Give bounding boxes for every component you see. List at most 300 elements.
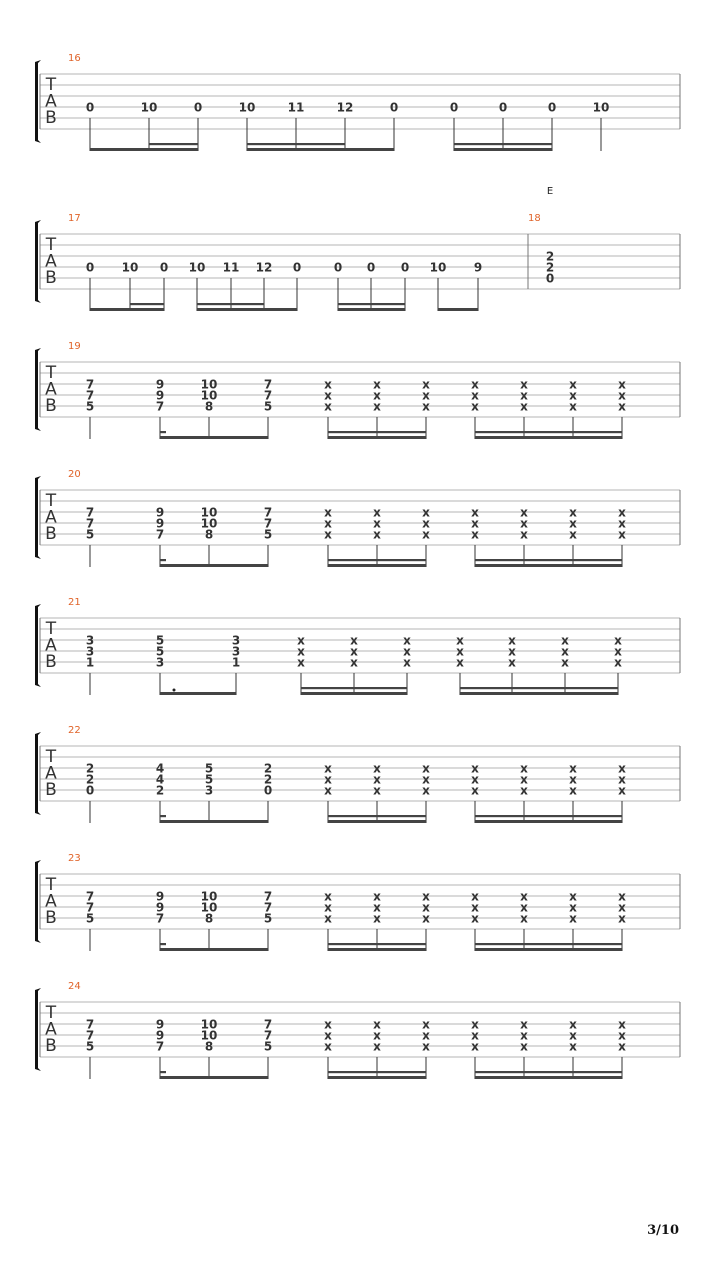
tab-clef-letter: T <box>45 235 57 255</box>
dead-note: x <box>456 633 464 648</box>
fret-number: 9 <box>155 388 165 403</box>
dead-note: x <box>569 911 577 926</box>
dead-note: x <box>471 505 479 520</box>
fret-number: 10 <box>200 900 218 915</box>
secondary-beam <box>475 559 622 561</box>
fret-number: 7 <box>85 388 95 403</box>
dead-note: x <box>373 1028 381 1043</box>
tab-system <box>35 186 680 311</box>
dead-note: x <box>618 399 626 414</box>
dead-note: x <box>618 377 626 392</box>
dead-note: x <box>471 388 479 403</box>
dead-note: x <box>520 1028 528 1043</box>
dead-note: x <box>324 399 332 414</box>
fret-number: 10 <box>200 1017 218 1032</box>
secondary-beam <box>301 687 407 689</box>
fret-number: 9 <box>155 900 165 915</box>
dead-note: x <box>520 772 528 787</box>
dead-note: x <box>569 516 577 531</box>
fret-number: 0 <box>263 783 273 798</box>
dead-note: x <box>614 655 622 670</box>
dead-note: x <box>569 772 577 787</box>
dead-note: x <box>373 516 381 531</box>
dead-note: x <box>569 783 577 798</box>
fret-number: 7 <box>263 1017 273 1032</box>
systems-layer <box>35 53 680 1079</box>
beam <box>328 436 426 439</box>
tab-clef-letter: B <box>45 268 57 288</box>
fret-number: 0 <box>449 100 459 115</box>
beam <box>460 692 618 695</box>
tab-system <box>35 981 680 1079</box>
beam <box>338 308 405 311</box>
dead-note: x <box>456 655 464 670</box>
tab-system <box>35 341 680 439</box>
secondary-beam <box>197 303 264 305</box>
measure-number: 22 <box>68 725 81 736</box>
dead-note: x <box>520 783 528 798</box>
dead-note: x <box>618 1028 626 1043</box>
fret-number: 2 <box>263 761 273 776</box>
chord-name: E <box>546 186 554 197</box>
dead-note: x <box>508 633 516 648</box>
dead-note: x <box>422 388 430 403</box>
dead-note: x <box>422 761 430 776</box>
measure-number: 18 <box>528 213 541 224</box>
tab-clef-letter: T <box>45 875 57 895</box>
dead-note: x <box>373 889 381 904</box>
dead-note: x <box>569 900 577 915</box>
dead-note: x <box>618 761 626 776</box>
beam <box>438 308 478 311</box>
dead-note: x <box>561 655 569 670</box>
fret-number: 9 <box>473 260 483 275</box>
fret-number: 1 <box>85 655 95 670</box>
fret-number: 0 <box>85 783 95 798</box>
dead-note: x <box>520 377 528 392</box>
dead-note: x <box>373 527 381 542</box>
dead-note: x <box>373 772 381 787</box>
fret-number: 7 <box>263 377 273 392</box>
beam <box>475 564 622 567</box>
fret-number: 0 <box>545 271 555 286</box>
dead-note: x <box>508 655 516 670</box>
fret-number: 5 <box>85 911 95 926</box>
fret-number: 0 <box>333 260 343 275</box>
tab-clef-letter: A <box>45 891 57 912</box>
dead-note: x <box>324 783 332 798</box>
fret-number: 11 <box>287 100 305 115</box>
fret-number: 5 <box>204 761 214 776</box>
fret-number: 7 <box>85 1017 95 1032</box>
dead-note: x <box>471 1028 479 1043</box>
dead-note: x <box>350 655 358 670</box>
dead-note: x <box>422 1028 430 1043</box>
measure-number: 21 <box>68 597 81 608</box>
dead-note: x <box>422 783 430 798</box>
tab-clef-letter: A <box>45 763 57 784</box>
dead-note: x <box>422 377 430 392</box>
fret-number: 7 <box>85 377 95 392</box>
fret-number: 7 <box>85 889 95 904</box>
tab-system <box>35 725 680 823</box>
tab-clef-letter: B <box>45 108 57 128</box>
tab-clef-letter: A <box>45 91 57 112</box>
dead-note: x <box>520 399 528 414</box>
fret-number: 9 <box>155 516 165 531</box>
fret-number: 5 <box>85 399 95 414</box>
beam <box>197 308 297 311</box>
dead-note: x <box>422 399 430 414</box>
dead-note: x <box>508 644 516 659</box>
beam <box>160 820 268 823</box>
beam <box>301 692 407 695</box>
dead-note: x <box>618 516 626 531</box>
dead-note: x <box>471 1039 479 1054</box>
fret-number: 8 <box>204 911 214 926</box>
beam <box>328 1076 426 1079</box>
dead-note: x <box>324 388 332 403</box>
dead-note: x <box>403 644 411 659</box>
fret-number: 4 <box>155 772 165 787</box>
fret-number: 10 <box>188 260 206 275</box>
beam <box>454 148 552 151</box>
fret-number: 2 <box>263 772 273 787</box>
measure-number: 20 <box>68 469 81 480</box>
dead-note: x <box>614 644 622 659</box>
fret-number: 3 <box>155 655 165 670</box>
dead-note: x <box>618 772 626 787</box>
dead-note: x <box>422 516 430 531</box>
dead-note: x <box>569 527 577 542</box>
measure-number: 16 <box>68 53 81 64</box>
dead-note: x <box>422 1039 430 1054</box>
fret-number: 3 <box>231 633 241 648</box>
fret-number: 10 <box>200 377 218 392</box>
dead-note: x <box>520 889 528 904</box>
beam <box>160 564 268 567</box>
measure-number: 24 <box>68 981 81 992</box>
beam <box>475 948 622 951</box>
dead-note: x <box>618 505 626 520</box>
dead-note: x <box>324 911 332 926</box>
dead-note: x <box>569 1039 577 1054</box>
secondary-beam <box>338 303 405 305</box>
dead-note: x <box>324 516 332 531</box>
secondary-beam <box>160 1071 166 1073</box>
tab-clef-letter: A <box>45 1019 57 1040</box>
fret-number: 5 <box>155 644 165 659</box>
dead-note: x <box>471 377 479 392</box>
secondary-beam <box>328 1071 426 1073</box>
tab-clef-letter: B <box>45 652 57 672</box>
secondary-beam <box>247 143 345 145</box>
secondary-beam <box>160 559 166 561</box>
tab-clef-letter: T <box>45 75 57 95</box>
secondary-beam <box>160 431 166 433</box>
fret-number: 7 <box>155 527 165 542</box>
secondary-beam <box>475 943 622 945</box>
dead-note: x <box>520 900 528 915</box>
fret-number: 10 <box>140 100 158 115</box>
dead-note: x <box>324 889 332 904</box>
secondary-beam <box>328 815 426 817</box>
dead-note: x <box>618 1039 626 1054</box>
measure-number: 19 <box>68 341 81 352</box>
fret-number: 5 <box>85 527 95 542</box>
tab-system <box>35 53 680 151</box>
fret-number: 11 <box>222 260 240 275</box>
dead-note: x <box>471 527 479 542</box>
tab-system <box>35 469 680 567</box>
fret-number: 0 <box>400 260 410 275</box>
dead-note: x <box>456 644 464 659</box>
dead-note: x <box>324 1028 332 1043</box>
dead-note: x <box>324 900 332 915</box>
tab-clef-letter: B <box>45 396 57 416</box>
tab-clef-letter: T <box>45 747 57 767</box>
fret-number: 5 <box>263 399 273 414</box>
beam <box>328 564 426 567</box>
fret-number: 7 <box>155 1039 165 1054</box>
page-number: 3/10 <box>647 1223 679 1238</box>
tab-clef-letter: T <box>45 363 57 383</box>
fret-number: 1 <box>231 655 241 670</box>
beam <box>475 1076 622 1079</box>
fret-number: 7 <box>85 516 95 531</box>
dead-note: x <box>422 772 430 787</box>
fret-number: 10 <box>121 260 139 275</box>
fret-number: 2 <box>155 783 165 798</box>
secondary-beam <box>130 303 164 305</box>
fret-number: 3 <box>231 644 241 659</box>
tab-system <box>35 597 680 695</box>
dead-note: x <box>422 1017 430 1032</box>
dead-note: x <box>471 516 479 531</box>
dead-note: x <box>324 1039 332 1054</box>
fret-number: 0 <box>85 260 95 275</box>
dead-note: x <box>324 761 332 776</box>
tab-clef-letter: T <box>45 619 57 639</box>
fret-number: 9 <box>155 1028 165 1043</box>
dead-note: x <box>569 399 577 414</box>
beam <box>247 148 394 151</box>
secondary-beam <box>454 143 552 145</box>
fret-number: 3 <box>85 644 95 659</box>
dead-note: x <box>297 655 305 670</box>
dead-note: x <box>520 761 528 776</box>
dead-note: x <box>471 911 479 926</box>
dead-note: x <box>373 911 381 926</box>
fret-number: 7 <box>263 505 273 520</box>
dead-note: x <box>618 527 626 542</box>
dead-note: x <box>569 1017 577 1032</box>
beam <box>328 948 426 951</box>
dead-note: x <box>561 644 569 659</box>
dead-note: x <box>422 505 430 520</box>
tab-clef-letter: B <box>45 1036 57 1056</box>
dead-note: x <box>520 505 528 520</box>
fret-number: 7 <box>155 911 165 926</box>
dead-note: x <box>618 783 626 798</box>
fret-number: 7 <box>263 1028 273 1043</box>
tab-system <box>35 853 680 951</box>
dead-note: x <box>569 388 577 403</box>
dead-note: x <box>373 399 381 414</box>
tab-clef-letter: A <box>45 251 57 272</box>
measure-number: 17 <box>68 213 81 224</box>
fret-number: 10 <box>200 388 218 403</box>
dead-note: x <box>350 644 358 659</box>
fret-number: 5 <box>155 633 165 648</box>
secondary-beam <box>160 943 166 945</box>
tab-clef-letter: B <box>45 524 57 544</box>
dead-note: x <box>422 911 430 926</box>
dead-note: x <box>373 783 381 798</box>
dead-note: x <box>324 505 332 520</box>
dead-note: x <box>422 889 430 904</box>
fret-number: 10 <box>592 100 610 115</box>
beam <box>475 820 622 823</box>
fret-number: 10 <box>238 100 256 115</box>
fret-number: 0 <box>366 260 376 275</box>
fret-number: 10 <box>200 1028 218 1043</box>
fret-number: 0 <box>498 100 508 115</box>
dead-note: x <box>324 527 332 542</box>
dead-note: x <box>520 516 528 531</box>
beam <box>160 692 236 695</box>
dead-note: x <box>618 911 626 926</box>
fret-number: 10 <box>200 889 218 904</box>
beam <box>160 948 268 951</box>
secondary-beam <box>475 815 622 817</box>
dead-note: x <box>324 1017 332 1032</box>
fret-number: 0 <box>389 100 399 115</box>
tab-clef-letter: B <box>45 780 57 800</box>
dead-note: x <box>373 900 381 915</box>
dead-note: x <box>618 900 626 915</box>
fret-number: 2 <box>85 761 95 776</box>
fret-number: 12 <box>255 260 273 275</box>
secondary-beam <box>328 559 426 561</box>
dead-note: x <box>618 388 626 403</box>
fret-number: 5 <box>263 911 273 926</box>
secondary-beam <box>475 1071 622 1073</box>
secondary-beam <box>328 431 426 433</box>
tab-clef-letter: A <box>45 635 57 656</box>
dead-note: x <box>520 388 528 403</box>
dead-note: x <box>373 388 381 403</box>
secondary-beam <box>475 431 622 433</box>
dead-note: x <box>373 377 381 392</box>
fret-number: 9 <box>155 1017 165 1032</box>
dead-note: x <box>373 505 381 520</box>
dead-note: x <box>471 783 479 798</box>
dead-note: x <box>569 505 577 520</box>
beam <box>160 1076 268 1079</box>
dead-note: x <box>373 1017 381 1032</box>
secondary-beam <box>160 815 166 817</box>
fret-number: 0 <box>159 260 169 275</box>
fret-number: 7 <box>263 889 273 904</box>
dead-note: x <box>569 1028 577 1043</box>
tab-clef-letter: A <box>45 507 57 528</box>
fret-number: 9 <box>155 889 165 904</box>
dead-note: x <box>471 772 479 787</box>
dead-note: x <box>373 1039 381 1054</box>
rhythm-dot <box>173 689 176 692</box>
fret-number: 0 <box>292 260 302 275</box>
fret-number: 7 <box>263 388 273 403</box>
beam <box>328 820 426 823</box>
fret-number: 8 <box>204 527 214 542</box>
fret-number: 7 <box>85 505 95 520</box>
secondary-beam <box>460 687 618 689</box>
fret-number: 7 <box>263 516 273 531</box>
dead-note: x <box>471 399 479 414</box>
fret-number: 4 <box>155 761 165 776</box>
tab-clef-letter: B <box>45 908 57 928</box>
dead-note: x <box>324 772 332 787</box>
fret-number: 5 <box>204 772 214 787</box>
dead-note: x <box>373 761 381 776</box>
dead-note: x <box>520 1039 528 1054</box>
dead-note: x <box>350 633 358 648</box>
dead-note: x <box>422 527 430 542</box>
fret-number: 10 <box>200 516 218 531</box>
dead-note: x <box>618 889 626 904</box>
dead-note: x <box>403 655 411 670</box>
dead-note: x <box>471 900 479 915</box>
dead-note: x <box>569 377 577 392</box>
fret-number: 12 <box>336 100 354 115</box>
fret-number: 8 <box>204 1039 214 1054</box>
dead-note: x <box>561 633 569 648</box>
fret-number: 7 <box>85 1028 95 1043</box>
tab-clef-letter: T <box>45 491 57 511</box>
tab-clef-letter: A <box>45 379 57 400</box>
fret-number: 7 <box>155 399 165 414</box>
dead-note: x <box>471 761 479 776</box>
fret-number: 7 <box>85 900 95 915</box>
fret-number: 10 <box>429 260 447 275</box>
dead-note: x <box>520 527 528 542</box>
dead-note: x <box>324 377 332 392</box>
beam <box>475 436 622 439</box>
fret-number: 5 <box>263 1039 273 1054</box>
dead-note: x <box>569 889 577 904</box>
fret-number: 2 <box>545 249 555 264</box>
fret-number: 0 <box>193 100 203 115</box>
dead-note: x <box>471 1017 479 1032</box>
fret-number: 8 <box>204 399 214 414</box>
beam <box>90 308 164 311</box>
fret-number: 3 <box>204 783 214 798</box>
fret-number: 10 <box>200 505 218 520</box>
dead-note: x <box>614 633 622 648</box>
fret-number: 7 <box>263 900 273 915</box>
fret-number: 2 <box>85 772 95 787</box>
fret-number: 3 <box>85 633 95 648</box>
dead-note: x <box>297 644 305 659</box>
fret-number: 2 <box>545 260 555 275</box>
secondary-beam <box>328 943 426 945</box>
secondary-beam <box>149 143 198 145</box>
measure-number: 23 <box>68 853 81 864</box>
fret-number: 5 <box>263 527 273 542</box>
dead-note: x <box>403 633 411 648</box>
dead-note: x <box>471 889 479 904</box>
